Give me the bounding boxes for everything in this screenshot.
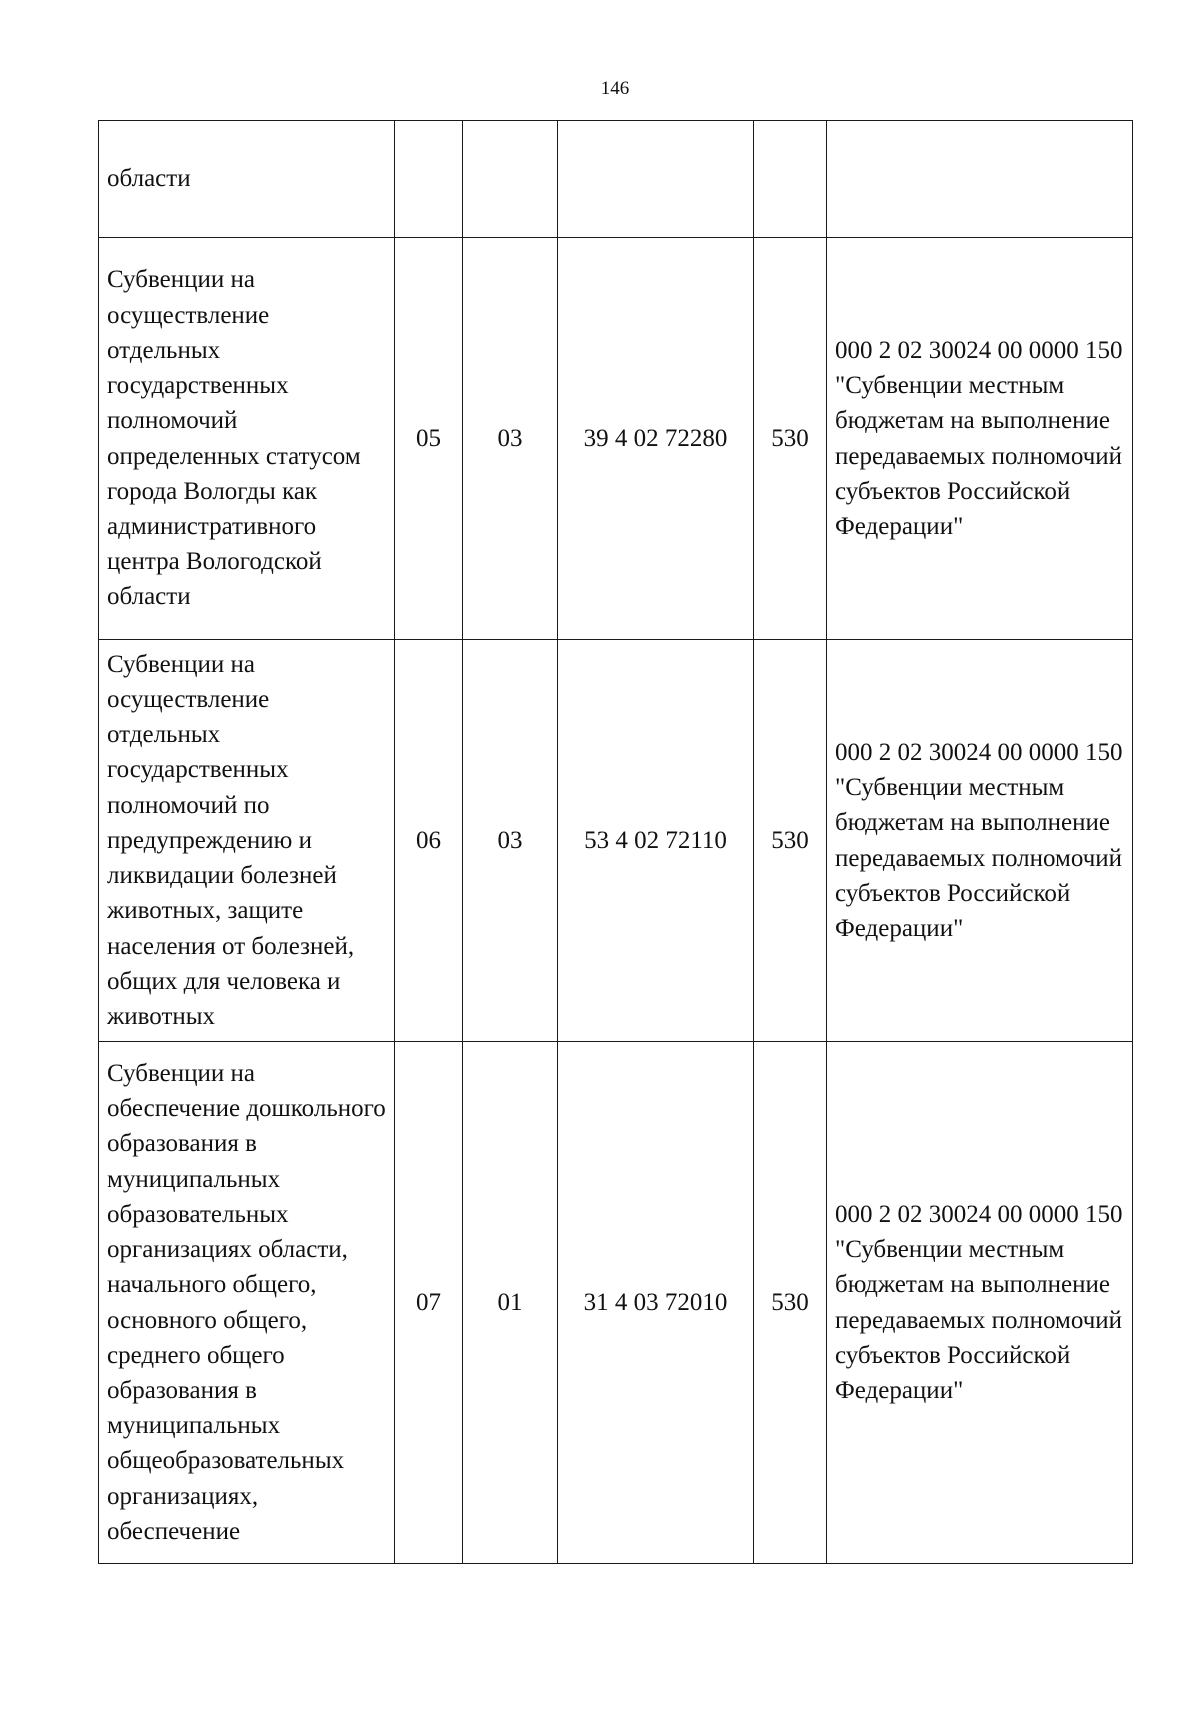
subsection-cell: 03: [463, 238, 558, 640]
name-cell: [99, 121, 395, 238]
section-cell: [395, 121, 463, 238]
revenue-code-cell: [827, 1042, 1133, 1564]
expense-type-cell: 530: [754, 640, 827, 1042]
revenue-code-cell: [827, 238, 1133, 640]
name-cell: [99, 640, 395, 1042]
revenue-code-cell: [827, 640, 1133, 1042]
name-text: области: [107, 165, 191, 193]
subsection-cell: [463, 121, 558, 238]
target-article-cell: 39 4 02 72280: [558, 238, 754, 640]
revenue-code-text: 000 2 02 30024 00 0000 150 "Субвенции местным бюджетам на выполнение передаваемых полномочий субъектов Российской Федерации": [835, 1200, 1123, 1404]
budget-table: [98, 120, 1133, 1564]
expense-type-cell: [754, 121, 827, 238]
page-number: 146: [600, 78, 630, 99]
table-row: [99, 1042, 1133, 1564]
revenue-code-text: 000 2 02 30024 00 0000 150 "Субвенции местным бюджетам на выполнение передаваемых полномочий субъектов Российской Федерации": [835, 336, 1123, 540]
target-article-cell: 31 4 03 72010: [558, 1042, 754, 1564]
table-row: [99, 121, 1133, 238]
name-text: Субвенции на осуществление отдельных государственных полномочий по предупреждению и ликвидации болезней животных, защите населения от болезней, общих для человека и животных: [107, 650, 355, 1030]
subsection-cell: 01: [463, 1042, 558, 1564]
section-cell: 07: [395, 1042, 463, 1564]
table-row: [99, 640, 1133, 1042]
subsection-cell: 03: [463, 640, 558, 1042]
expense-type-cell: 530: [754, 1042, 827, 1564]
name-text: Субвенции на обеспечение дошкольного образования в муниципальных образовательных организациях области, начального общего, основного общего, среднего общего образования в муниципальных общеобразовательных организациях, обеспечение: [107, 1060, 386, 1545]
expense-type-cell: 530: [754, 238, 827, 640]
section-cell: 06: [395, 640, 463, 1042]
target-article-cell: 53 4 02 72110: [558, 640, 754, 1042]
name-cell: [99, 238, 395, 640]
section-cell: 05: [395, 238, 463, 640]
revenue-code-cell: [827, 121, 1133, 238]
target-article-cell: [558, 121, 754, 238]
revenue-code-text: 000 2 02 30024 00 0000 150 "Субвенции местным бюджетам на выполнение передаваемых полномочий субъектов Российской Федерации": [835, 738, 1123, 942]
name-text: Субвенции на осуществление отдельных государственных полномочий определенных статусом города Вологды как административного центра Вологодской области: [107, 266, 361, 611]
name-cell: [99, 1042, 395, 1564]
table-row: [99, 238, 1133, 640]
